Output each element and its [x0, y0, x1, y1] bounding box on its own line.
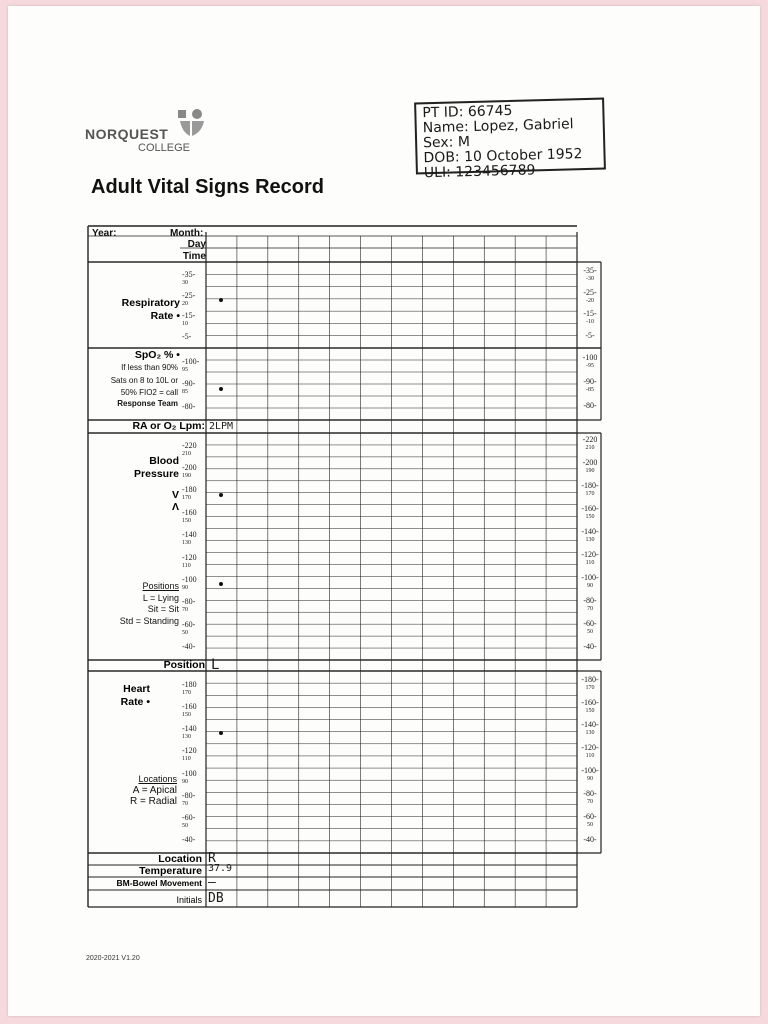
position-sit: Sit = Sit [147, 604, 179, 614]
scale-subtick: 110 [585, 753, 595, 760]
hr-title-line2: Rate • [120, 696, 150, 708]
scale-tick: -160 150 [182, 701, 197, 718]
location-radial: R = Radial [130, 796, 177, 807]
scale-subtick: -85 [586, 387, 594, 393]
o2-value: 2LPM [209, 421, 234, 432]
scale-tick: -35- 30 [182, 270, 196, 287]
right-scale-tick: -5- [585, 330, 595, 340]
right-scale-tick: -120- 110 [579, 744, 601, 760]
positions-title: Positions [142, 581, 179, 591]
scale-subtick: 95 [182, 366, 188, 373]
version-footer: 2020-2021 V1.20 [86, 955, 140, 962]
scale-subtick: 170 [585, 684, 595, 691]
scale-subtick: 85 [182, 389, 188, 396]
spo2-title: SpO₂ % • [134, 349, 180, 361]
scale-tick: -15- 10 [182, 311, 196, 328]
scale-tick: -120 110 [182, 746, 197, 763]
scale-subtick: 50 [182, 629, 188, 636]
right-scale-tick: -160- 150 [579, 699, 601, 715]
scale-subtick: 170 [585, 490, 595, 497]
scale-subtick: 20 [182, 300, 188, 307]
scale-subtick: 50 [587, 628, 593, 635]
scale-subtick: 150 [182, 517, 191, 524]
scale-subtick: -95 [586, 363, 594, 369]
right-scale-tick: -25- -20 [579, 289, 601, 305]
scale-tick: -100 90 [182, 768, 197, 785]
scale-subtick: 110 [182, 562, 191, 569]
location-apical: A = Apical [132, 785, 177, 796]
scale-tick: -80- 70 [182, 597, 196, 614]
right-scale-tick: -35- -30 [579, 267, 601, 283]
scale-subtick: 90 [182, 585, 188, 591]
patient-uli: ULI: 123456789 [423, 162, 536, 182]
scale-subtick: 170 [182, 689, 191, 696]
scale-tick: -200 190 [182, 463, 197, 479]
bottom-row-value: 37.9 [208, 863, 233, 874]
right-scale-tick: -160- 150 [579, 505, 601, 521]
patient-id: PT ID: 66745 [422, 102, 513, 122]
logo-line1: NORQUEST [85, 126, 169, 142]
right-scale-tick: -60- 50 [579, 620, 601, 636]
hr-title-line1: Heart [123, 683, 150, 695]
right-scale-tick: -15- -10 [579, 310, 601, 326]
right-scale-tick: -180- 170 [579, 482, 601, 498]
bottom-row-label: Initials [176, 895, 202, 905]
scale-tick: -80- [182, 402, 196, 411]
hr-title [100, 683, 150, 709]
scale-subtick: 110 [182, 756, 191, 763]
bp-title [100, 455, 179, 481]
scale-subtick: 130 [585, 730, 595, 737]
right-scale-tick: -100- 90 [579, 767, 601, 783]
scale-subtick: 70 [587, 605, 593, 612]
bp-title-line2: Pressure [134, 468, 179, 480]
scale-subtick: 150 [585, 707, 595, 714]
right-scale-tick: -220 210 [579, 436, 601, 452]
bottom-row-label: Location [158, 853, 202, 865]
right-scale-tick: -80- [583, 401, 597, 410]
scale-subtick: 210 [585, 444, 595, 451]
patient-name: Name: Lopez, Gabriel [422, 116, 574, 137]
time-label: Time [182, 251, 206, 262]
resp-title-line2: Rate • [150, 310, 180, 322]
bp-diastolic-symbol: Λ [171, 501, 179, 513]
scale-tick: -25- 20 [182, 290, 196, 307]
scale-tick: -120 110 [182, 552, 197, 569]
bottom-row-value: DB [208, 891, 224, 906]
o2-label: RA or O₂ Lpm: [132, 420, 205, 432]
scale-tick: -60- 50 [182, 813, 196, 830]
bp-systolic-symbol: V [171, 489, 179, 501]
scale-tick: -160 150 [182, 507, 197, 524]
right-scale-tick: -100- 90 [579, 574, 601, 590]
patient-dob: DOB: 10 October 1952 [423, 146, 583, 167]
right-scale-tick: -60- 50 [579, 813, 601, 829]
scale-subtick: 10 [182, 321, 188, 328]
scale-tick: -180 170 [182, 679, 197, 696]
bottom-row-value: — [208, 875, 216, 890]
scale-tick: -140 130 [182, 530, 197, 547]
spo2-note-3: 50% FIO2 = call [120, 388, 178, 397]
bottom-row-label: Temperature [139, 865, 202, 877]
position-standing: Std = Standing [119, 616, 179, 626]
right-scale-tick: -140- 130 [579, 528, 601, 544]
scale-subtick: -20 [586, 297, 594, 304]
scale-subtick: -10 [586, 319, 594, 326]
scale-subtick: 110 [585, 559, 595, 566]
bp-title-line1: Blood [149, 455, 179, 467]
scale-subtick: 130 [182, 734, 191, 741]
scale-subtick: 30 [182, 280, 188, 287]
scale-subtick: 50 [587, 821, 593, 828]
scale-subtick: 130 [182, 540, 191, 547]
scale-subtick: 190 [182, 473, 191, 479]
logo-line2: COLLEGE [138, 142, 190, 154]
scale-subtick: 90 [587, 776, 593, 783]
position-label: Position [163, 659, 205, 671]
locations-title: Locations [138, 774, 177, 784]
scale-tick: -80- 70 [182, 790, 196, 807]
patient-sex: Sex: M [422, 134, 471, 152]
spo2-note-2: Sats on 8 to 10L or [110, 376, 178, 385]
right-scale-tick: -40- [583, 641, 597, 651]
scale-subtick: 90 [182, 778, 188, 785]
resp-title-line1: Respiratory [121, 297, 180, 309]
scale-subtick: 50 [182, 823, 188, 830]
scale-subtick: 210 [182, 450, 191, 457]
form-title: Adult Vital Signs Record [91, 176, 324, 198]
day-label: Day [187, 239, 206, 250]
right-scale-tick: -40- [583, 834, 597, 844]
scale-tick: -40- [182, 835, 196, 845]
right-scale-tick: -80- 70 [579, 597, 601, 613]
spo2-note-4: Response Team [117, 399, 178, 408]
scale-subtick: -30 [586, 276, 594, 283]
right-scale-tick: -140- 130 [579, 721, 601, 737]
scale-tick: -5- [182, 331, 192, 341]
scale-tick: -180 170 [182, 485, 197, 502]
right-scale-tick: -90- -85 [579, 378, 601, 394]
right-scale-tick: -80- 70 [579, 790, 601, 806]
scale-tick: -40- [182, 642, 196, 652]
position-lying: L = Lying [142, 593, 179, 603]
scale-subtick: 130 [585, 536, 595, 543]
scale-subtick: 190 [585, 467, 595, 474]
scale-subtick: 70 [182, 800, 188, 807]
right-scale-tick: -120- 110 [579, 551, 601, 567]
scale-tick: -220 210 [182, 440, 197, 457]
month-label: Month: [170, 228, 204, 239]
year-label: Year: [92, 228, 117, 239]
bottom-row-value: R [208, 851, 216, 866]
scale-subtick: 70 [182, 607, 188, 614]
scale-tick: -60- 50 [182, 619, 196, 636]
resp-title [100, 297, 180, 323]
spo2-note-1: If less than 90% [121, 363, 178, 372]
right-scale-tick: -180- 170 [579, 676, 601, 692]
right-scale-tick: -100 -95 [579, 354, 601, 370]
bottom-row-label: BM-Bowel Movement [116, 878, 202, 888]
scale-subtick: 150 [585, 513, 595, 520]
scale-tick: -100- 95 [182, 356, 200, 373]
position-value: L [211, 657, 220, 673]
scale-subtick: 70 [587, 799, 593, 806]
scale-subtick: 90 [587, 582, 593, 589]
scale-tick: -90- 85 [182, 379, 196, 396]
scale-tick: -100 90 [182, 575, 197, 591]
right-scale-tick: -200 190 [579, 459, 601, 475]
scale-subtick: 170 [182, 495, 191, 502]
scale-subtick: 150 [182, 711, 191, 718]
scale-tick: -140 130 [182, 724, 197, 741]
